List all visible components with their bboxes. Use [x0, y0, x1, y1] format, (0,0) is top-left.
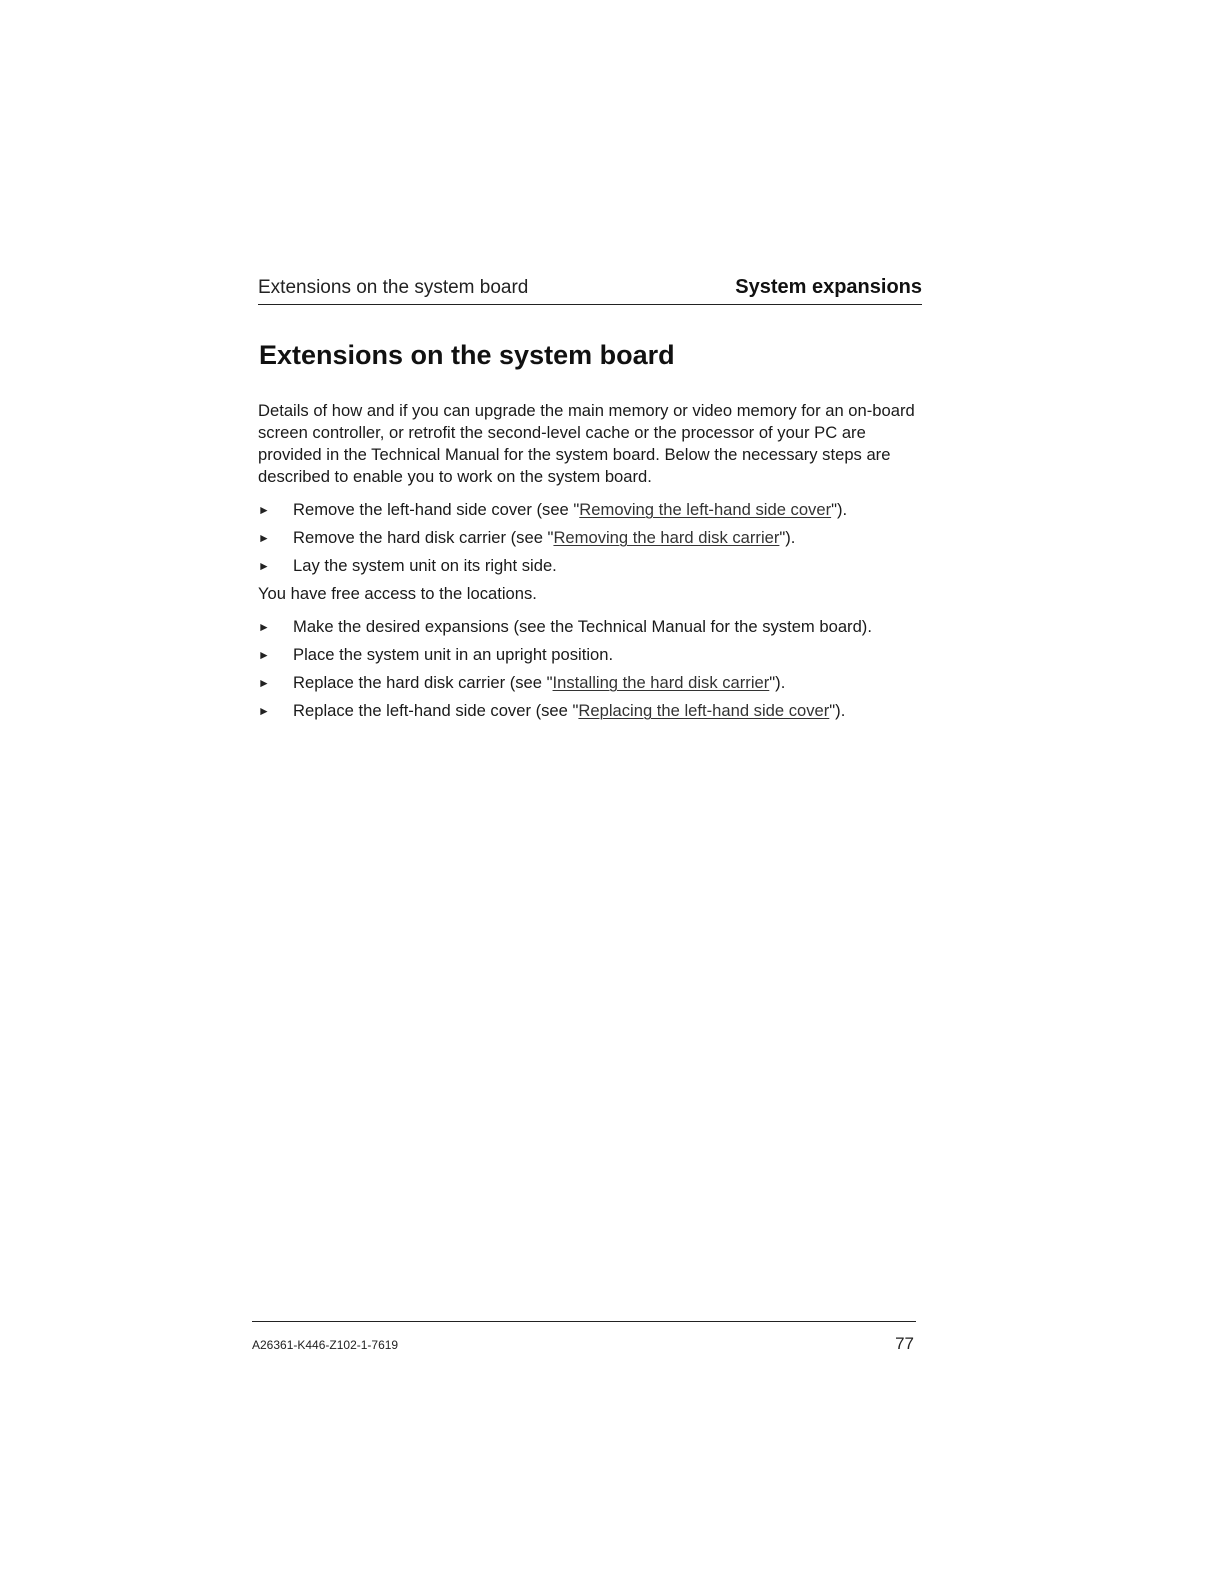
bullet-arrow-icon: ►	[258, 559, 270, 573]
step-replace-hard-disk-carrier	[258, 672, 918, 694]
steps-list-after	[258, 616, 918, 722]
page-number: 77	[895, 1334, 914, 1353]
link-removing-left-hand-side-cover[interactable]: Removing the left-hand side cover	[579, 500, 832, 519]
step-replace-side-cover	[258, 700, 918, 722]
step-lay-system-unit	[258, 555, 918, 577]
running-header	[258, 276, 922, 305]
bullet-arrow-icon: ►	[258, 676, 270, 690]
step-remove-hard-disk-carrier	[258, 527, 918, 549]
step-text-end: ").	[829, 701, 846, 720]
step-text: Lay the system unit on its right side.	[293, 556, 557, 575]
access-note: You have free access to the locations.	[258, 584, 537, 603]
step-text: Remove the hard disk carrier (see "	[293, 528, 554, 547]
step-place-upright	[258, 644, 918, 666]
step-text: Make the desired expansions (see the Technical Manual for the system board).	[293, 617, 872, 636]
link-removing-hard-disk-carrier[interactable]: Removing the hard disk carrier	[553, 528, 780, 547]
bullet-arrow-icon: ►	[258, 503, 270, 517]
link-installing-hard-disk-carrier[interactable]: Installing the hard disk carrier	[552, 673, 770, 692]
bullet-arrow-icon: ►	[258, 648, 270, 662]
document-number: A26361-K446-Z102-1-7619	[252, 1338, 399, 1352]
header-section-title: Extensions on the system board	[258, 277, 529, 298]
steps-list-before	[258, 499, 918, 577]
main-content	[258, 400, 918, 728]
intro-paragraph: Details of how and if you can upgrade the main memory or video memory for an on-board screen controller, or retrofit the second-level cache or the processor of your PC are provided in the Technical Manual for the system board. Below the necessary steps are described to enable you to work on the system board.	[258, 401, 915, 486]
link-replacing-left-hand-side-cover[interactable]: Replacing the left-hand side cover	[578, 701, 830, 720]
page-footer	[252, 1321, 916, 1354]
step-text: Replace the hard disk carrier (see "	[293, 673, 553, 692]
step-text-end: ").	[831, 500, 848, 519]
page-title: Extensions on the system board	[259, 340, 675, 370]
step-text: Replace the left-hand side cover (see "	[293, 701, 579, 720]
step-make-expansions	[258, 616, 918, 638]
bullet-arrow-icon: ►	[258, 531, 270, 545]
header-chapter-title: System expansions	[735, 276, 922, 298]
step-remove-side-cover	[258, 499, 918, 521]
step-text: Place the system unit in an upright position.	[293, 645, 614, 664]
bullet-arrow-icon: ►	[258, 620, 270, 634]
step-text-end: ").	[779, 528, 796, 547]
step-text-end: ").	[769, 673, 786, 692]
step-text: Remove the left-hand side cover (see "	[293, 500, 580, 519]
bullet-arrow-icon: ►	[258, 704, 270, 718]
